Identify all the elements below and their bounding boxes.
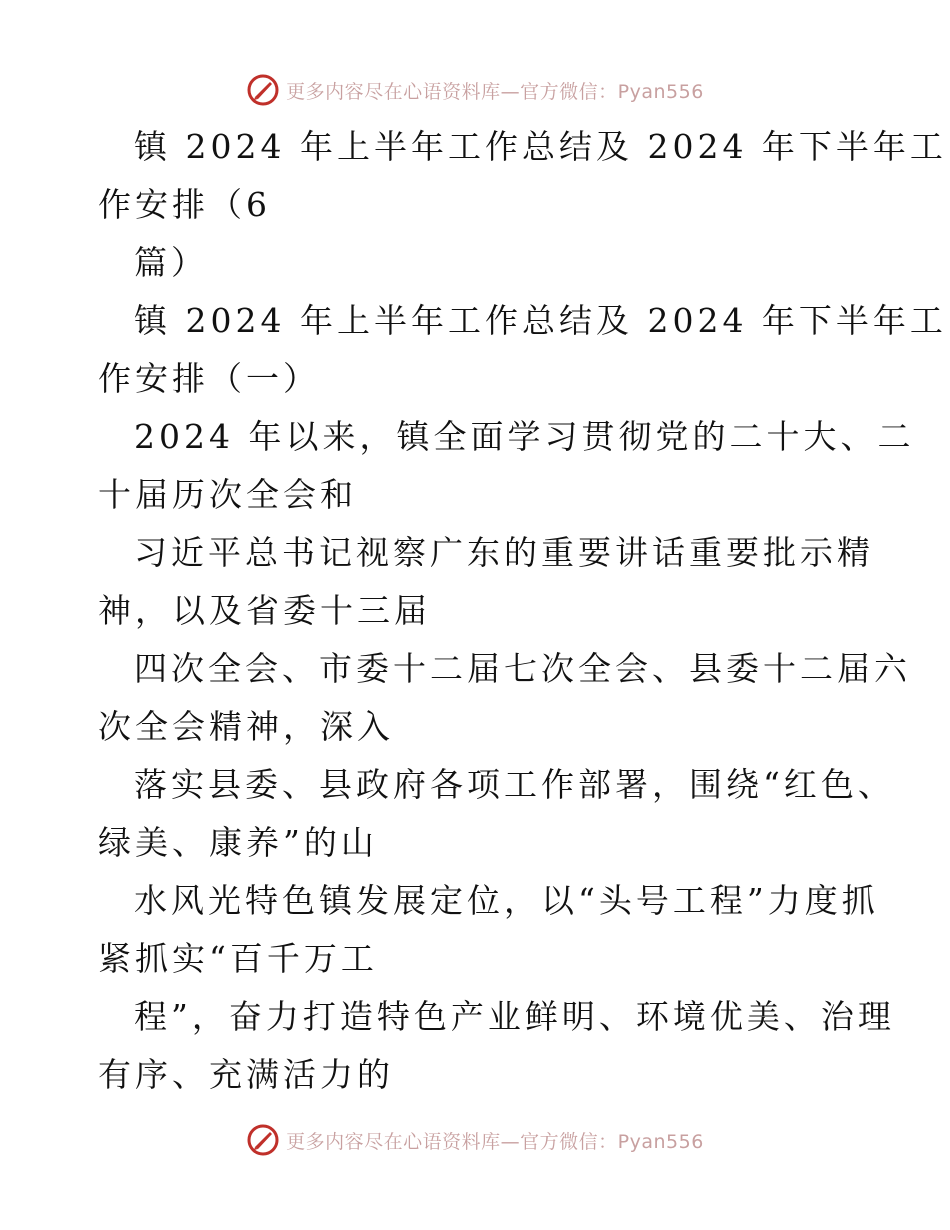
document-line: 镇 2024 年上半年工作总结及 2024 年下半年工 (134, 127, 947, 166)
quill-pen-logo-icon (246, 73, 280, 107)
document-line: 作安排（6 (98, 185, 271, 224)
document-line: 神，以及省委十三届 (98, 591, 431, 630)
document-line: 水风光特色镇发展定位，以“头号工程”力度抓 (134, 881, 879, 920)
document-line: 有序、充满活力的 (98, 1055, 394, 1094)
document-line: 镇 2024 年上半年工作总结及 2024 年下半年工 (134, 301, 947, 340)
quill-pen-logo-icon (246, 1123, 280, 1157)
document-line: 习近平总书记视察广东的重要讲话重要批示精 (134, 533, 874, 572)
document-line: 绿美、康养”的山 (98, 823, 378, 862)
header-banner-text: 更多内容尽在心语资料库—官方微信：Pyan556 (286, 80, 704, 103)
document-line: 次全会精神，深入 (98, 707, 394, 746)
document-line: 落实县委、县政府各项工作部署，围绕“红色、 (134, 765, 895, 804)
document-line: 紧抓实“百千万工 (98, 939, 378, 978)
document-line: 四次全会、市委十二届七次全会、县委十二届六 (134, 649, 911, 688)
document-line: 篇） (134, 243, 208, 282)
header-banner (0, 70, 950, 110)
footer-banner-text: 更多内容尽在心语资料库—官方微信：Pyan556 (286, 1130, 704, 1153)
document-body (98, 118, 947, 1104)
document-line: 作安排（一） (98, 359, 320, 398)
document-line: 程”，奋力打造特色产业鲜明、环境优美、治理 (134, 997, 895, 1036)
footer-banner (0, 1120, 950, 1160)
document-line: 十届历次全会和 (98, 475, 357, 514)
document-line: 2024 年以来，镇全面学习贯彻党的二十大、二 (134, 417, 915, 456)
